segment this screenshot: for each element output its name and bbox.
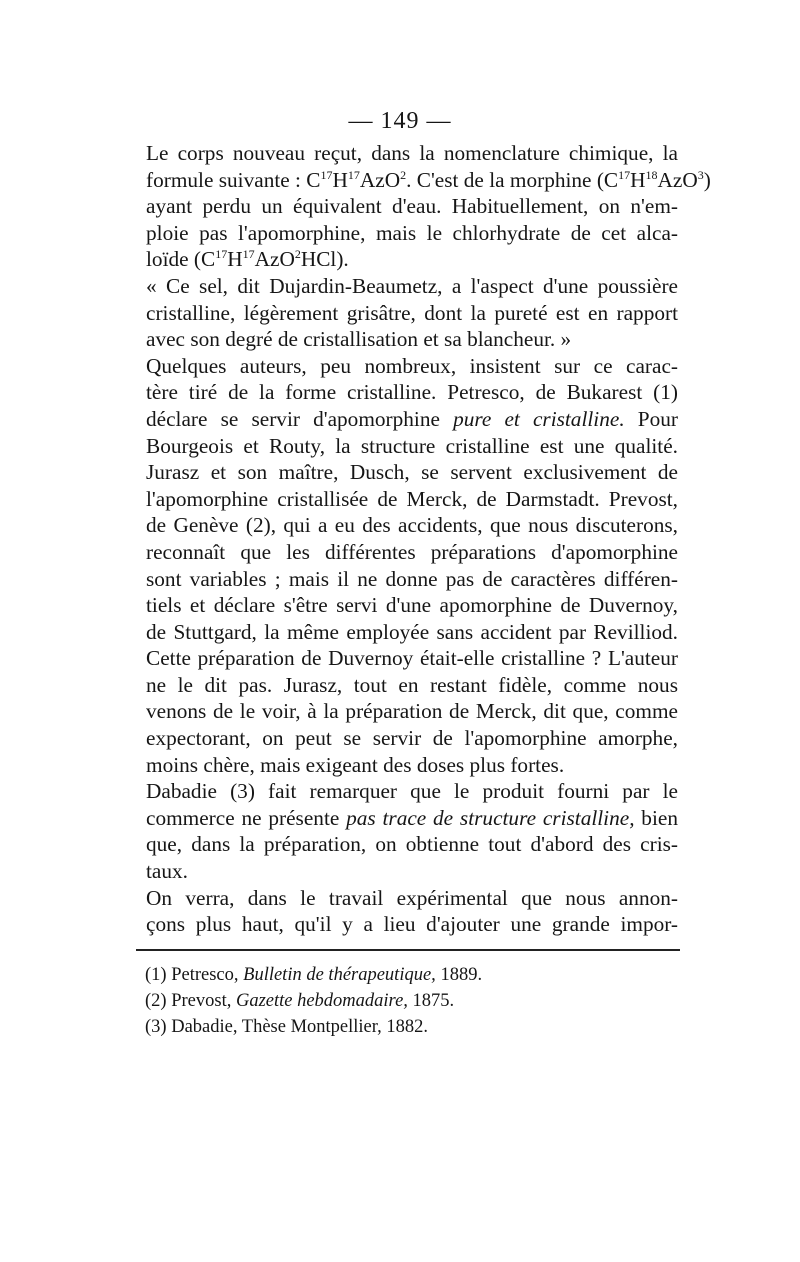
- text-line-11: déclare se servir d'apomorphine pure et cristalline. Pour: [146, 406, 679, 431]
- text-line-10: tère tiré de la forme cristalline. Petresco, de Bukarest (1): [146, 380, 678, 405]
- text-line-2: formule suivante : $C^{17}H^{17}AzO^2$. C'est de la morphine $(C^{17}H^{18}AzO^3)$: [146, 167, 711, 192]
- paragraph-3: [138, 353, 678, 779]
- paragraph-1: [138, 140, 711, 273]
- italic-phrase: pure et cristalline.: [453, 406, 625, 431]
- text-line-17: sont variables ; mais il ne donne pas de caractères différen-: [146, 566, 678, 591]
- footnote-1: (1) Petresco, Bulletin de thérapeutique, 1889.: [145, 965, 483, 985]
- text-line-5: loïde $(C^{17}H^{17}AzO^2HCl)$.: [146, 247, 349, 272]
- text-line-18: tiels et déclare s'être servi d'une apomorphine de Duvernoy,: [146, 593, 678, 618]
- text-line-16: reconnaît que les différentes préparations d'apomorphine: [146, 539, 678, 564]
- page-number: — 149 —: [348, 108, 452, 134]
- text-line-4: ploie pas l'apomorphine, mais le chlorhydrate de cet alca-: [146, 220, 678, 245]
- text-line-3: ayant perdu un équivalent d'eau. Habituellement, on n'em-: [146, 194, 678, 219]
- paragraph-5: [138, 885, 678, 938]
- text-line-19: de Stuttgard, la même employée sans accident par Revilliod.: [146, 619, 678, 644]
- footnote-divider: [136, 949, 680, 951]
- text-line-1: Le corps nouveau reçut, dans la nomenclature chimique, la: [146, 141, 678, 165]
- text-line-28: taux.: [146, 859, 188, 884]
- paragraph-2: [138, 273, 678, 353]
- text-line-22: venons de le voir, à la préparation de Merck, dit que, comme: [146, 699, 678, 724]
- text-line-30: çons plus haut, qu'il y a lieu d'ajouter une grande impor-: [146, 912, 678, 937]
- main-text: [138, 140, 711, 938]
- footnote-2: (2) Prevost, Gazette hebdomadaire, 1875.: [145, 991, 455, 1011]
- text-line-15: de Genève (2), qui a eu des accidents, que nous discuterons,: [146, 513, 678, 538]
- text-line-23: expectorant, on peut se servir de l'apomorphine amorphe,: [146, 726, 678, 751]
- text-line-6: « Ce sel, dit Dujardin-Beaumetz, a l'aspect d'une poussière: [146, 273, 678, 298]
- text-line-29: On verra, dans le travail expérimental que nous annon-: [146, 885, 678, 910]
- text-line-13: Jurasz et son maître, Dusch, se servent exclusivement de: [146, 460, 678, 485]
- text-line-27: que, dans la préparation, on obtienne tout d'abord des cris-: [146, 832, 678, 857]
- footnotes: [145, 962, 665, 1040]
- text-line-24: moins chère, mais exigeant des doses plus fortes.: [146, 752, 565, 777]
- text-line-20: Cette préparation de Duvernoy était-elle cristalline ? L'auteur: [146, 646, 678, 671]
- text-line-9: Quelques auteurs, peu nombreux, insistent sur ce carac-: [146, 353, 678, 378]
- text-line-25: Dabadie (3) fait remarquer que le produit fourni par le: [146, 779, 678, 804]
- text-line-14: l'apomorphine cristallisée de Merck, de Darmstadt. Prevost,: [146, 486, 678, 511]
- italic-phrase: pas trace de structure cristalline,: [346, 805, 635, 830]
- text-line-12: Bourgeois et Routy, la structure cristalline est une qualité.: [146, 433, 678, 458]
- text-line-7: cristalline, légèrement grisâtre, dont la pureté est en rapport: [146, 300, 678, 325]
- text-line-21: ne le dit pas. Jurasz, tout en restant fidèle, comme nous: [146, 672, 678, 697]
- footnote-3: (3) Dabadie, Thèse Montpellier, 1882.: [145, 1017, 429, 1037]
- paragraph-4: [138, 778, 678, 884]
- text-line-26: commerce ne présente pas trace de structure cristalline, bien: [146, 805, 678, 830]
- text-line-8: avec son degré de cristallisation et sa blancheur. »: [146, 327, 572, 352]
